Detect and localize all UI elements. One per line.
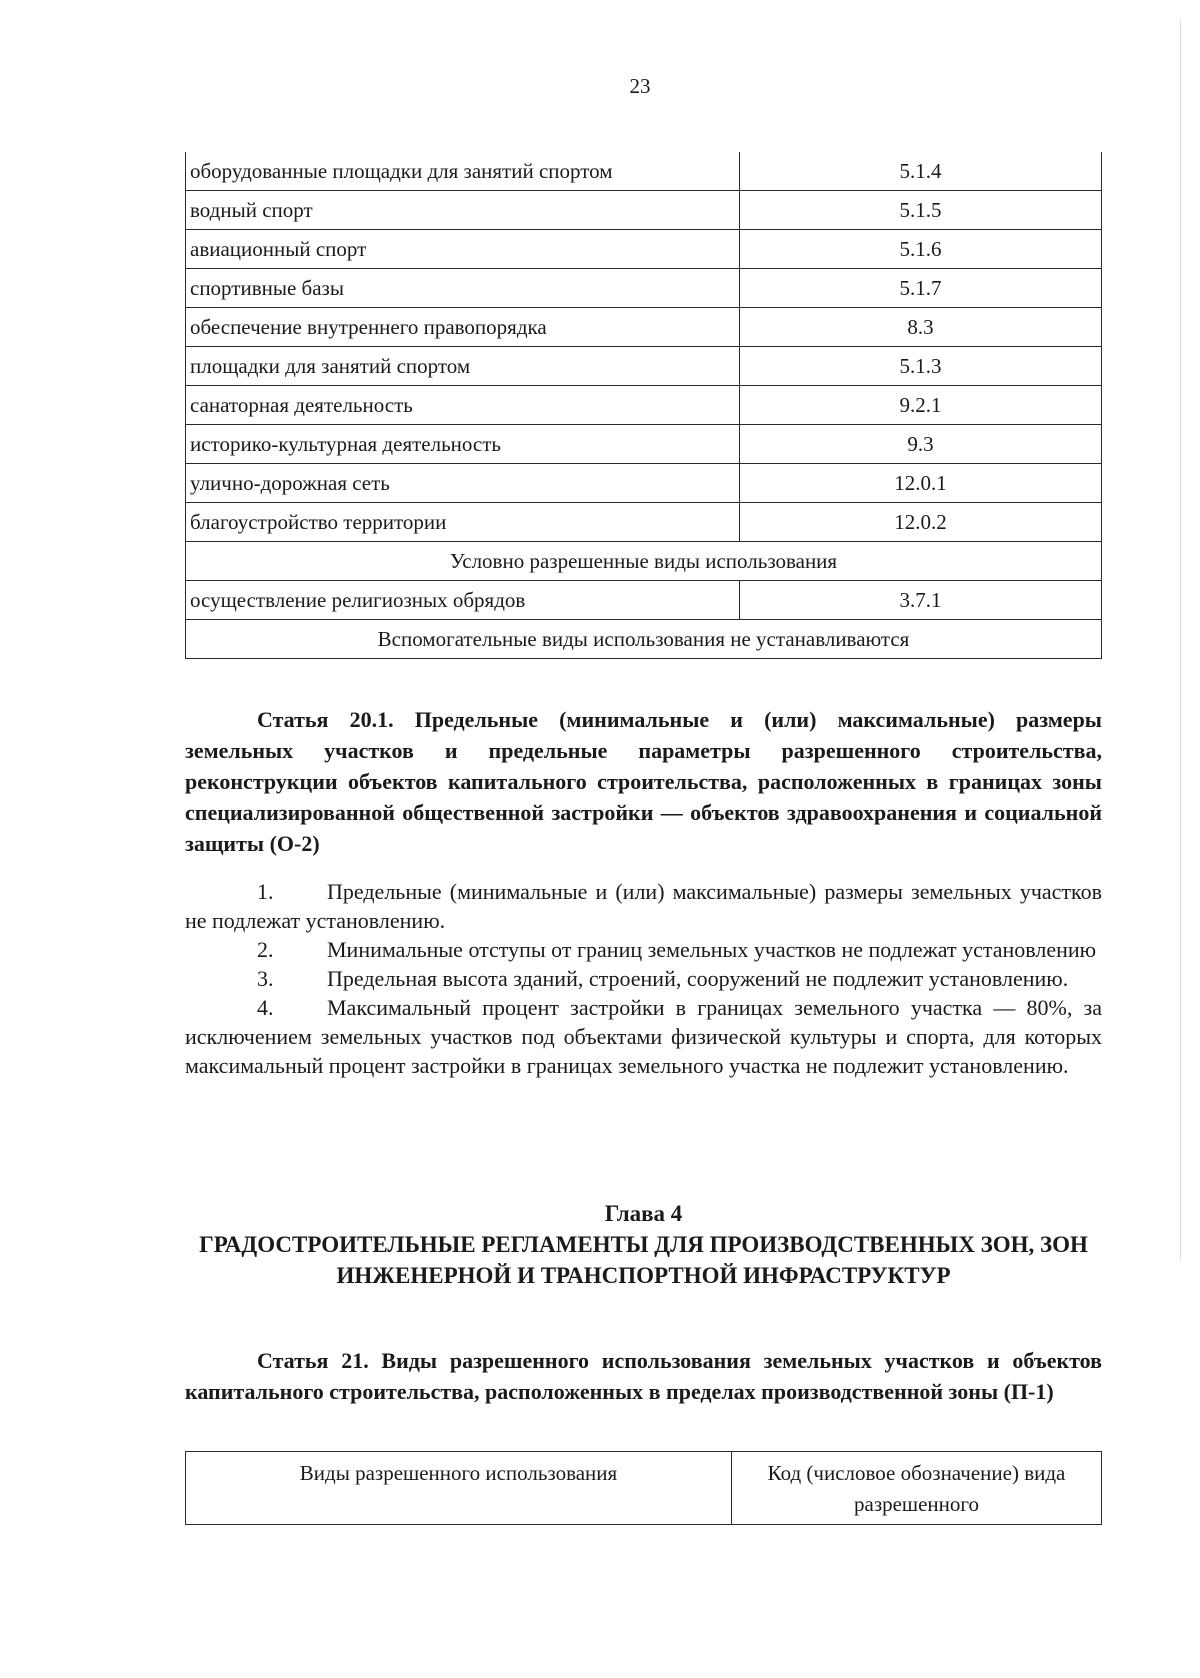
chapter-heading [185, 1198, 1102, 1291]
item-text: Предельные (минимальные и (или) максимальные) размеры земельных участков не подлежат установлению. [185, 879, 1102, 933]
table-section-footer [186, 620, 1102, 659]
item-text: Минимальные отступы от границ земельных участков не подлежат установлению [327, 937, 1097, 962]
use-code-cell: 9.3 [740, 425, 1102, 464]
use-name-cell: улично-дорожная сеть [186, 464, 740, 503]
use-name-cell: историко-культурная деятельность [186, 425, 740, 464]
use-name-cell: оборудованные площадки для занятий спортом [186, 152, 740, 191]
item-number: 3. [257, 966, 274, 991]
item-number: 4. [257, 995, 274, 1020]
page-edge-rule [1180, 20, 1181, 1260]
use-name-cell: благоустройство территории [186, 503, 740, 542]
list-item [185, 935, 1102, 964]
table-row [186, 581, 1102, 620]
table-row [186, 191, 1102, 230]
table-row [186, 269, 1102, 308]
use-code-cell: 5.1.3 [740, 347, 1102, 386]
table-row [186, 425, 1102, 464]
use-code-cell: 5.1.4 [740, 152, 1102, 191]
use-code-cell: 5.1.6 [740, 230, 1102, 269]
conditional-uses-header: Условно разрешенные виды использования [186, 542, 1102, 581]
article-21-title: Статья 21. Виды разрешенного использования земельных участков и объектов капитального строительства, расположенных в пределах производственной зоны (П-1) [185, 1348, 1102, 1404]
item-number: 1. [257, 879, 274, 904]
table-header-row [186, 1452, 1102, 1525]
use-name-cell: спортивные базы [186, 269, 740, 308]
table-row [186, 230, 1102, 269]
land-use-table [185, 152, 1102, 659]
chapter-title: ГРАДОСТРОИТЕЛЬНЫЕ РЕГЛАМЕНТЫ ДЛЯ ПРОИЗВОДСТВЕННЫХ ЗОН, ЗОН ИНЖЕНЕРНОЙ И ТРАНСПОРТНОЙ ИНФРАСТРУКТУР [199, 1232, 1088, 1288]
use-code-cell: 3.7.1 [740, 581, 1102, 620]
table-row [186, 464, 1102, 503]
use-name-cell: водный спорт [186, 191, 740, 230]
table-row [186, 308, 1102, 347]
page-number: 23 [629, 74, 651, 98]
production-zone-table [185, 1451, 1102, 1525]
list-item [185, 964, 1102, 993]
use-code-cell: 5.1.5 [740, 191, 1102, 230]
use-name-cell: обеспечение внутреннего правопорядка [186, 308, 740, 347]
use-code-cell: 8.3 [740, 308, 1102, 347]
table-section-header [186, 542, 1102, 581]
use-code-cell: 9.2.1 [740, 386, 1102, 425]
use-name-cell: авиационный спорт [186, 230, 740, 269]
use-name-cell: санаторная деятельность [186, 386, 740, 425]
use-code-cell: 12.0.1 [740, 464, 1102, 503]
table-row [186, 152, 1102, 191]
item-text: Предельная высота зданий, строений, сооружений не подлежит установлению. [327, 966, 1069, 991]
chapter-label: Глава 4 [604, 1201, 683, 1226]
list-item [185, 877, 1102, 935]
auxiliary-uses-note: Вспомогательные виды использования не устанавливаются [186, 620, 1102, 659]
item-number: 2. [257, 937, 274, 962]
use-name-cell: площадки для занятий спортом [186, 347, 740, 386]
table-row [186, 347, 1102, 386]
article-20-1-title: Статья 20.1. Предельные (минимальные и (или) максимальные) размеры земельных участков и предельные параметры разрешенного строительства, реконструкции объектов капитального строительства, расположенных в границах зоны специализированной общественной застройки — объектов здравоохранения и социальной защиты (О-2) [185, 707, 1102, 856]
use-code-cell: 12.0.2 [740, 503, 1102, 542]
item-text: Максимальный процент застройки в границах земельного участка — 80%, за исключением земельных участков под объектами физической культуры и спорта, для которых максимальный процент застройки в границах земельного участка не подлежит установлению. [185, 995, 1102, 1078]
use-name-cell: осуществление религиозных обрядов [186, 581, 740, 620]
column-header-use-type: Виды разрешенного использования [186, 1452, 732, 1525]
table-row [186, 503, 1102, 542]
column-header-use-code: Код (числовое обозначение) вида разрешенного [732, 1452, 1102, 1525]
table-row [186, 386, 1102, 425]
article-20-1-items [185, 877, 1102, 1080]
use-code-cell: 5.1.7 [740, 269, 1102, 308]
list-item [185, 993, 1102, 1080]
